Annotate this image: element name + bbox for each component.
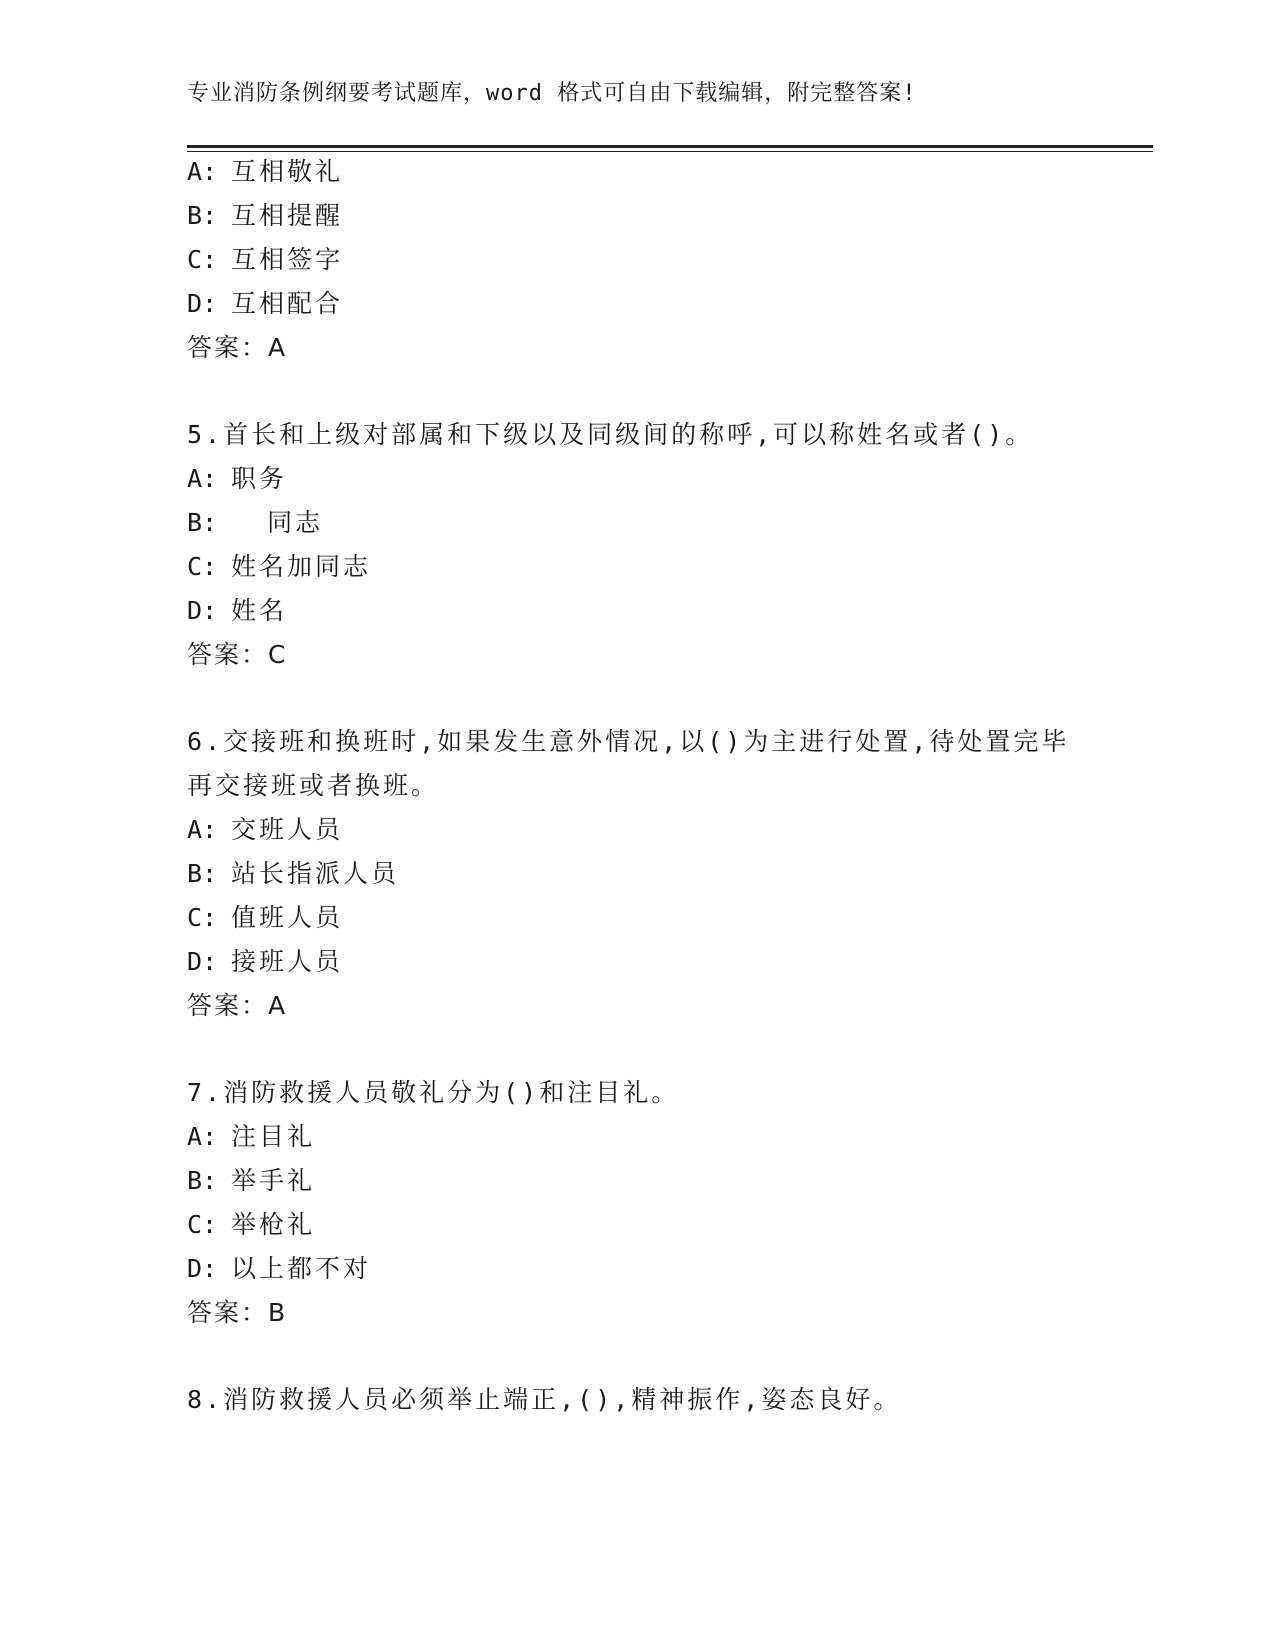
header-divider-thick xyxy=(187,145,1153,148)
option-c: C: 值班人员 xyxy=(187,903,344,932)
option-c: C: 姓名加同志 xyxy=(187,552,372,581)
answer-line: 答案：A xyxy=(187,991,288,1020)
question-text: 7.消防救援人员敬礼分为()和注目礼。 xyxy=(187,1078,680,1107)
option-a: A: 注目礼 xyxy=(187,1122,316,1151)
option-c: C: 互相签字 xyxy=(187,245,344,274)
option-c: C: 举枪礼 xyxy=(187,1210,316,1239)
option-a: A: 互相敬礼 xyxy=(187,157,344,186)
option-d: D: 姓名 xyxy=(187,596,288,625)
answer-line: 答案：B xyxy=(187,1298,288,1327)
header-divider-thin xyxy=(187,151,1153,152)
option-b: B: 同志 xyxy=(187,508,324,537)
answer-line: 答案：C xyxy=(187,640,288,669)
option-b: B: 举手礼 xyxy=(187,1166,316,1195)
question-text: 8.消防救援人员必须举止端正,(),精神振作,姿态良好。 xyxy=(187,1385,902,1414)
option-d: D: 互相配合 xyxy=(187,289,344,318)
option-d: D: 以上都不对 xyxy=(187,1254,372,1283)
option-a: A: 交班人员 xyxy=(187,815,344,844)
option-b: B: 站长指派人员 xyxy=(187,859,400,888)
option-b: B: 互相提醒 xyxy=(187,201,344,230)
page-header: 专业消防条例纲要考试题库，word 格式可自由下载编辑，附完整答案! xyxy=(187,81,917,106)
answer-line: 答案：A xyxy=(187,333,288,362)
question-text-continued: 再交接班或者换班。 xyxy=(187,771,440,800)
option-d: D: 接班人员 xyxy=(187,947,344,976)
option-a: A: 职务 xyxy=(187,464,288,493)
question-text: 5.首长和上级对部属和下级以及同级间的称呼,可以称姓名或者()。 xyxy=(187,420,1034,449)
question-text: 6.交接班和换班时,如果发生意外情况,以()为主进行处置,待处置完毕 xyxy=(187,727,1070,756)
